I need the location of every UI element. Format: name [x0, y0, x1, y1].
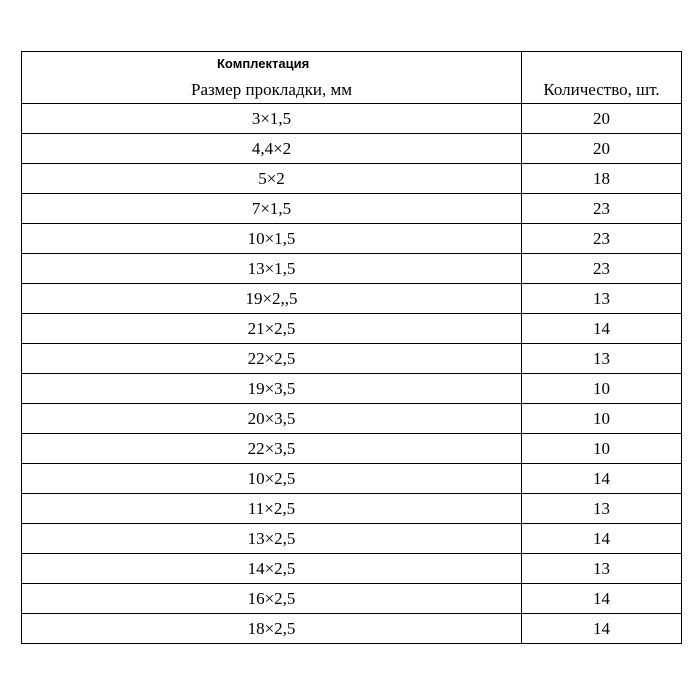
cell-size: 22×3,5: [22, 434, 522, 464]
cell-size: 13×1,5: [22, 254, 522, 284]
cell-size: 22×2,5: [22, 344, 522, 374]
cell-size: 19×3,5: [22, 374, 522, 404]
table-row: [22, 104, 682, 134]
cell-quantity: 20: [522, 134, 682, 164]
cell-size: 18×2,5: [22, 614, 522, 644]
cell-quantity: 23: [522, 194, 682, 224]
cell-size: 10×2,5: [22, 464, 522, 494]
table-row: [22, 464, 682, 494]
cell-quantity: 14: [522, 314, 682, 344]
cell-size: 4,4×2: [22, 134, 522, 164]
cell-quantity: 14: [522, 614, 682, 644]
table-row: [22, 404, 682, 434]
table-header-row: [22, 76, 682, 104]
table-row: [22, 314, 682, 344]
table-title-row: [22, 52, 682, 77]
table-row: [22, 224, 682, 254]
table-title-empty-cell: [522, 52, 682, 77]
table-row: [22, 164, 682, 194]
cell-size: 11×2,5: [22, 494, 522, 524]
cell-size: 7×1,5: [22, 194, 522, 224]
cell-quantity: 10: [522, 374, 682, 404]
cell-quantity: 23: [522, 224, 682, 254]
table-title: Комплектация: [22, 52, 522, 77]
cell-quantity: 13: [522, 554, 682, 584]
table-row: [22, 494, 682, 524]
cell-quantity: 14: [522, 524, 682, 554]
equipment-table: [21, 51, 682, 644]
header-size: Размер прокладки, мм: [22, 76, 522, 104]
header-quantity: Количество, шт.: [522, 76, 682, 104]
cell-quantity: 10: [522, 434, 682, 464]
cell-quantity: 10: [522, 404, 682, 434]
cell-quantity: 23: [522, 254, 682, 284]
cell-size: 13×2,5: [22, 524, 522, 554]
table-row: [22, 284, 682, 314]
cell-size: 19×2,,5: [22, 284, 522, 314]
cell-size: 3×1,5: [22, 104, 522, 134]
cell-quantity: 13: [522, 494, 682, 524]
table-row: [22, 254, 682, 284]
table-row: [22, 194, 682, 224]
cell-quantity: 13: [522, 284, 682, 314]
cell-quantity: 13: [522, 344, 682, 374]
cell-size: 20×3,5: [22, 404, 522, 434]
table-row: [22, 524, 682, 554]
cell-quantity: 14: [522, 584, 682, 614]
table-row: [22, 134, 682, 164]
cell-quantity: 20: [522, 104, 682, 134]
cell-size: 14×2,5: [22, 554, 522, 584]
cell-quantity: 18: [522, 164, 682, 194]
table-row: [22, 554, 682, 584]
table-row: [22, 434, 682, 464]
table-row: [22, 614, 682, 644]
table-row: [22, 584, 682, 614]
table-row: [22, 344, 682, 374]
cell-quantity: 14: [522, 464, 682, 494]
cell-size: 16×2,5: [22, 584, 522, 614]
cell-size: 5×2: [22, 164, 522, 194]
cell-size: 21×2,5: [22, 314, 522, 344]
cell-size: 10×1,5: [22, 224, 522, 254]
table-row: [22, 374, 682, 404]
